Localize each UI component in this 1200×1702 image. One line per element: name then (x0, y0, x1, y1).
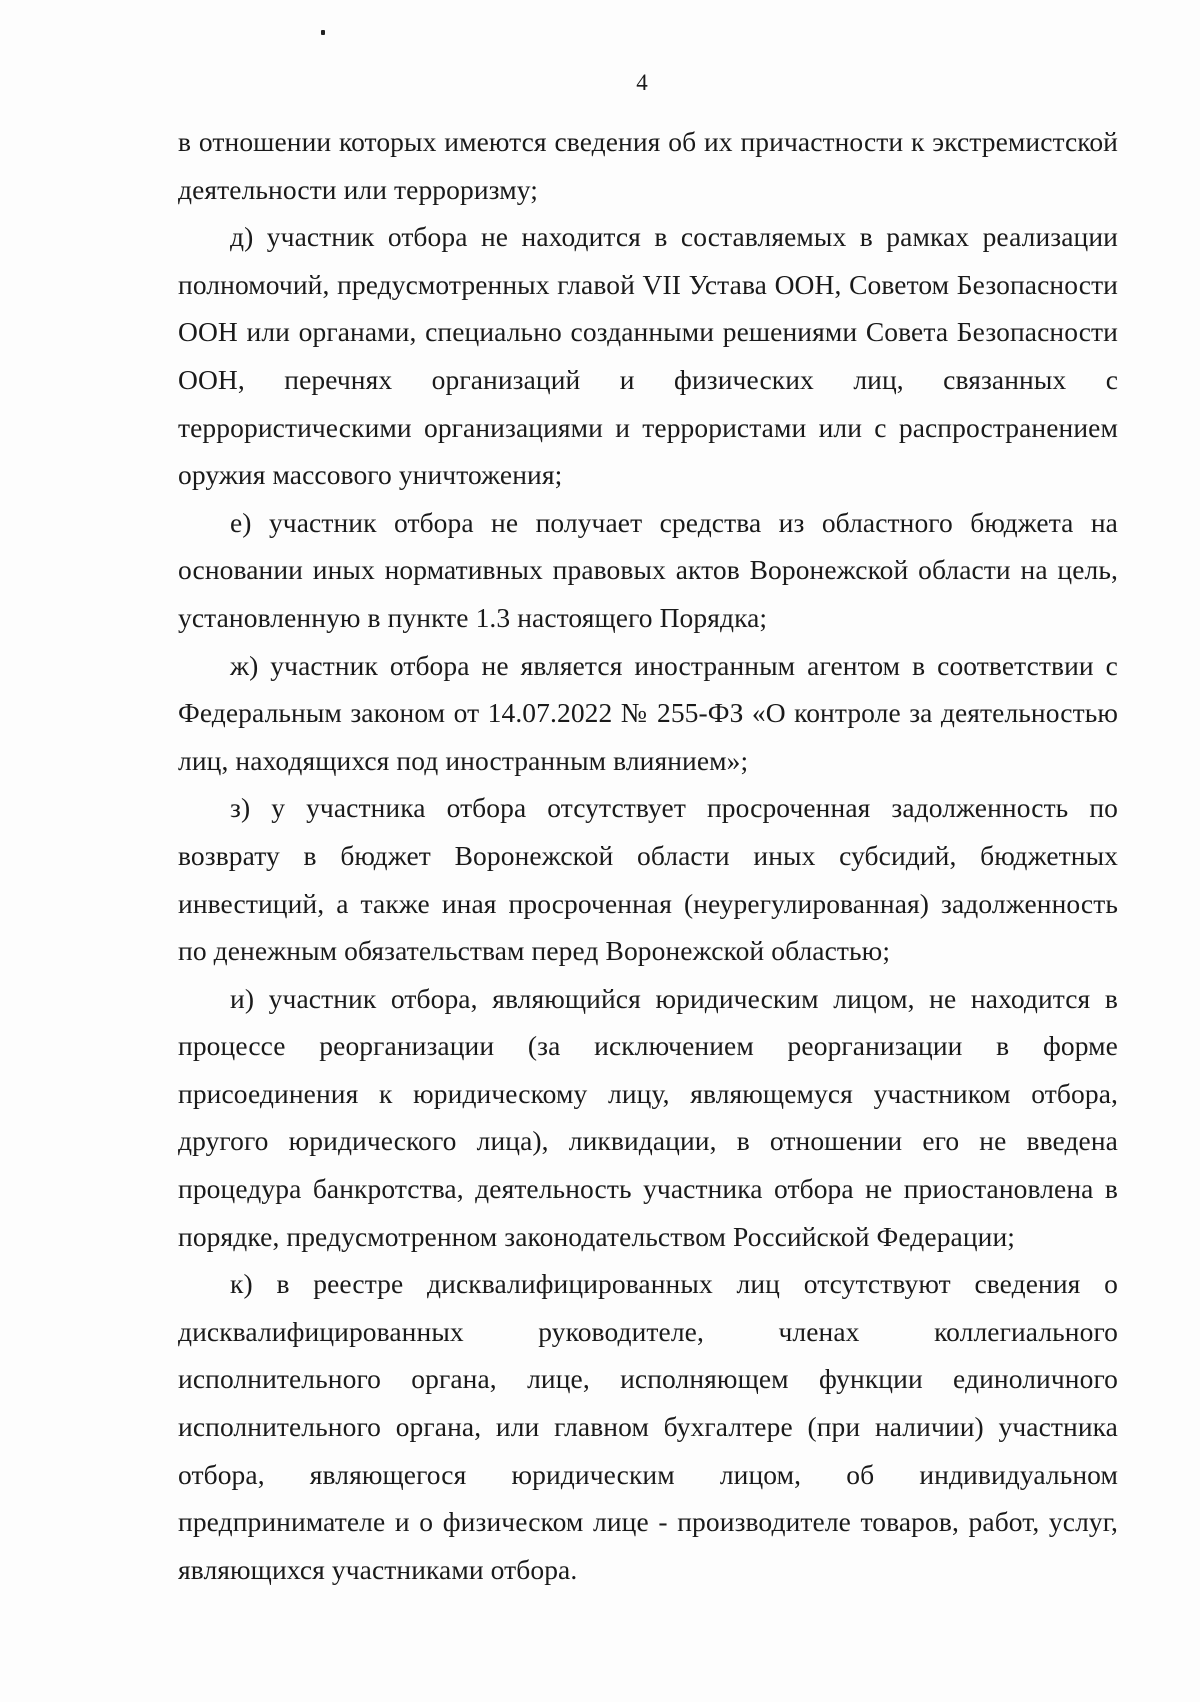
scan-speck (321, 30, 325, 35)
paragraph-item-e: е) участник отбора не получает средства из областного бюджета на основании иных нормативных правовых актов Воронежской области на цель, установленную в пункте 1.3 настоящего Порядка; (178, 506, 1118, 633)
paragraph-item-z: з) у участника отбора отсутствует просроченная задолженность по возврату в бюджет Воронежской области иных субсидий, бюджетных инвестиций, а также иная просроченная (неурегулированная) задолженность по денежным обязательствам перед Воронежской областью; (178, 792, 1118, 967)
paragraph-continuation: в отношении которых имеются сведения об их причастности к экстремистской деятельности или терроризму; (178, 126, 1118, 205)
paragraph-item-k: к) в реестре дисквалифицированных лиц отсутствуют сведения о дисквалифицированных руководителе, членах коллегиального исполнительного органа, лице, исполняющем функции единоличного исполнительного органа, или главном бухгалтере (при наличии) участника отбора, являющегося юридическим лицом, об индивидуальном предпринимателе и о физическом лице - производителе товаров, работ, услуг, являющихся участниками отбора. (178, 1268, 1118, 1585)
paragraph-item-i: и) участник отбора, являющийся юридическим лицом, не находится в процессе реорганизации (за исключением реорганизации в форме присоединения к юридическому лицу, являющемуся участником отбора, другого юридического лица), ликвидации, в отношении его не введена процедура банкротства, деятельность участника отбора не приостановлена в порядке, предусмотренном законодательством Российской Федерации; (178, 982, 1118, 1252)
page-number: 4 (636, 70, 648, 95)
paragraph-item-d: д) участник отбора не находится в составляемых в рамках реализации полномочий, предусмотренных главой VII Устава ООН, Советом Безопасности ООН или органами, специально созданными решениями Совета Безопасности ООН, перечнях организаций и физических лиц, связанных с террористическими организациями и террористами или с распространением оружия массового уничтожения; (178, 221, 1118, 491)
document-body (178, 118, 1118, 1593)
paragraph-item-zh: ж) участник отбора не является иностранным агентом в соответствии с Федеральным законом от 14.07.2022 № 255-ФЗ «О контроле за деятельностью лиц, находящихся под иностранным влиянием»; (178, 649, 1118, 776)
